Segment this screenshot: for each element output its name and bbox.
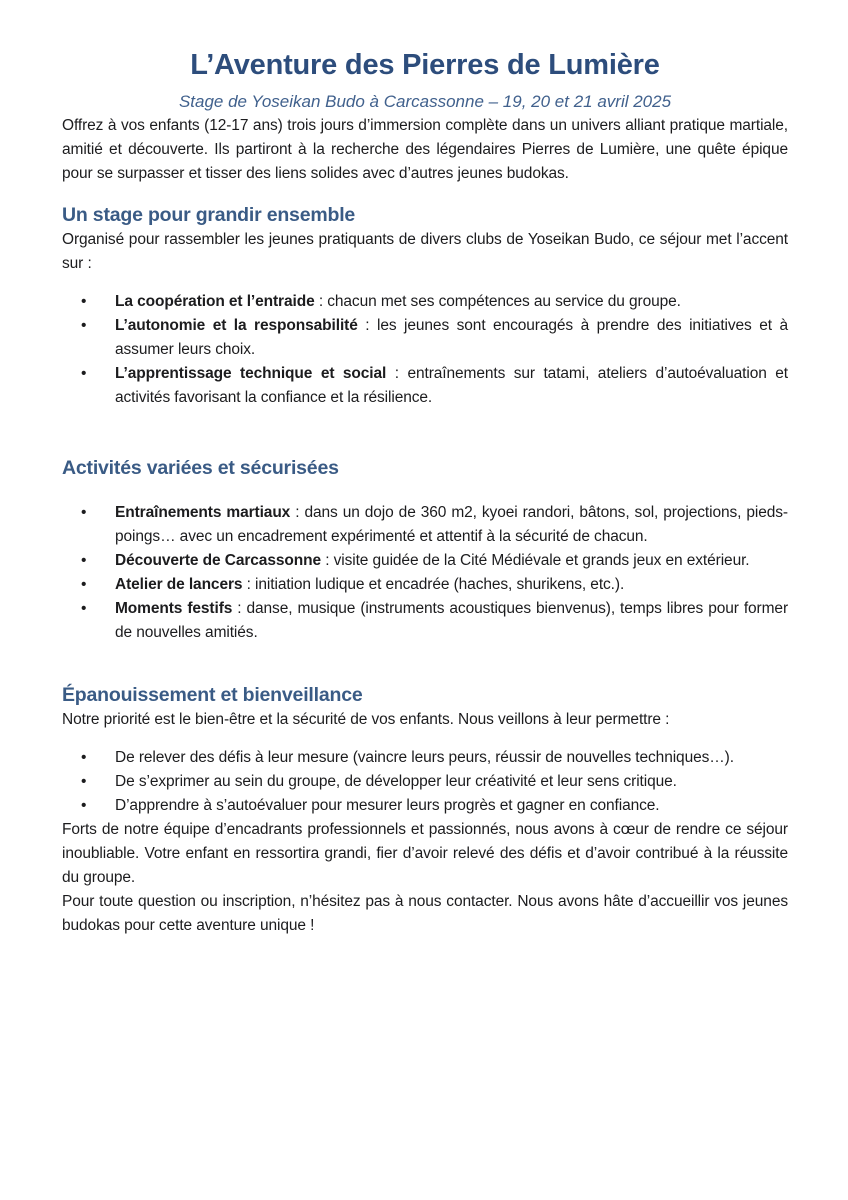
section-lead-un-stage: Organisé pour rassembler les jeunes pratiquants de divers clubs de Yoseikan Budo, ce séjour met l’accent sur : — [62, 231, 788, 272]
bullet-text: De s’exprimer au sein du groupe, de développer leur créativité et leur sens critique. — [115, 773, 677, 790]
bullet-bold: Moments festifs — [115, 600, 233, 617]
list-item — [62, 314, 788, 362]
section-heading-activites: Activités variées et sécurisées — [62, 457, 339, 479]
bullet-text: : visite guidée de la Cité Médiévale et grands jeux en extérieur. — [320, 552, 750, 569]
list-item — [62, 573, 788, 597]
page-subtitle: Stage de Yoseikan Budo à Carcassonne – 19, 20 et 21 avril 2025 — [178, 92, 672, 111]
list-item — [62, 290, 788, 314]
list-item — [62, 746, 788, 770]
section-heading-un-stage: Un stage pour grandir ensemble — [62, 204, 356, 226]
bullet-bold: Découverte de Carcassonne — [115, 552, 321, 569]
bullet-text: : dans un dojo de 360 m2, kyoei randori, bâtons, sol, projections, pieds-poings… avec un encadrement expérimenté et attentif à la sécurité de chacun. — [115, 504, 788, 545]
list-item — [62, 501, 788, 549]
bullet-list-epanouissement — [62, 746, 788, 818]
section-heading-epanouissement: Épanouissement et bienveillance — [62, 684, 363, 706]
bullet-text: De relever des défis à leur mesure (vaincre leurs peurs, réussir de nouvelles techniques…). — [115, 749, 734, 766]
list-item — [62, 549, 788, 573]
section-lead-epanouissement: Notre priorité est le bien-être et la sécurité de vos enfants. Nous veillons à leur permettre : — [62, 711, 670, 728]
page-title: L’Aventure des Pierres de Lumière — [190, 49, 660, 81]
bullet-bold: L’autonomie et la responsabilité — [115, 317, 358, 334]
bullet-bold: Entraînements martiaux — [115, 504, 291, 521]
bullet-text: : danse, musique (instruments acoustiques bienvenus), temps libres pour former de nouvelles amitiés. — [115, 600, 789, 641]
bullet-text: : entraînements sur tatami, ateliers d’autoévaluation et activités favorisant la confiance et la résilience. — [115, 365, 788, 406]
bullet-text: : initiation ludique et encadrée (haches, shurikens, etc.). — [242, 576, 625, 593]
bullet-bold: L’apprentissage technique et social — [115, 365, 387, 382]
bullet-bold: La coopération et l’entraide — [115, 293, 315, 310]
intro-paragraph: Offrez à vos enfants (12-17 ans) trois jours d’immersion complète dans un univers alliant pratique martiale, amitié et découverte. Ils partiront à la recherche des légendaires Pierres de Lumière, une quête épique pour se surpasser et tisser des liens solides avec d’autres jeunes budokas. — [62, 117, 788, 182]
bullet-list-un-stage — [62, 290, 788, 410]
section-closing-epanouissement: Forts de notre équipe d’encadrants professionnels et passionnés, nous avons à cœur de rendre ce séjour inoubliable. Votre enfant en ressortira grandi, fier d’avoir relevé des défis et d’avoir contribué à la réussite du groupe. — [62, 821, 788, 886]
bullet-list-activites — [62, 501, 788, 645]
list-item — [62, 770, 788, 794]
list-item — [62, 597, 788, 645]
closing-paragraph: Pour toute question ou inscription, n’hésitez pas à nous contacter. Nous avons hâte d’accueillir vos jeunes budokas pour cette aventure unique ! — [62, 893, 788, 934]
bullet-text: : chacun met ses compétences au service du groupe. — [314, 293, 681, 310]
bullet-text: : les jeunes sont encouragés à prendre des initiatives et à assumer leurs choix. — [115, 317, 788, 358]
list-item — [62, 794, 788, 818]
bullet-text: D’apprendre à s’autoévaluer pour mesurer leurs progrès et gagner en confiance. — [115, 797, 660, 814]
bullet-bold: Atelier de lancers — [115, 576, 243, 593]
list-item — [62, 362, 788, 410]
